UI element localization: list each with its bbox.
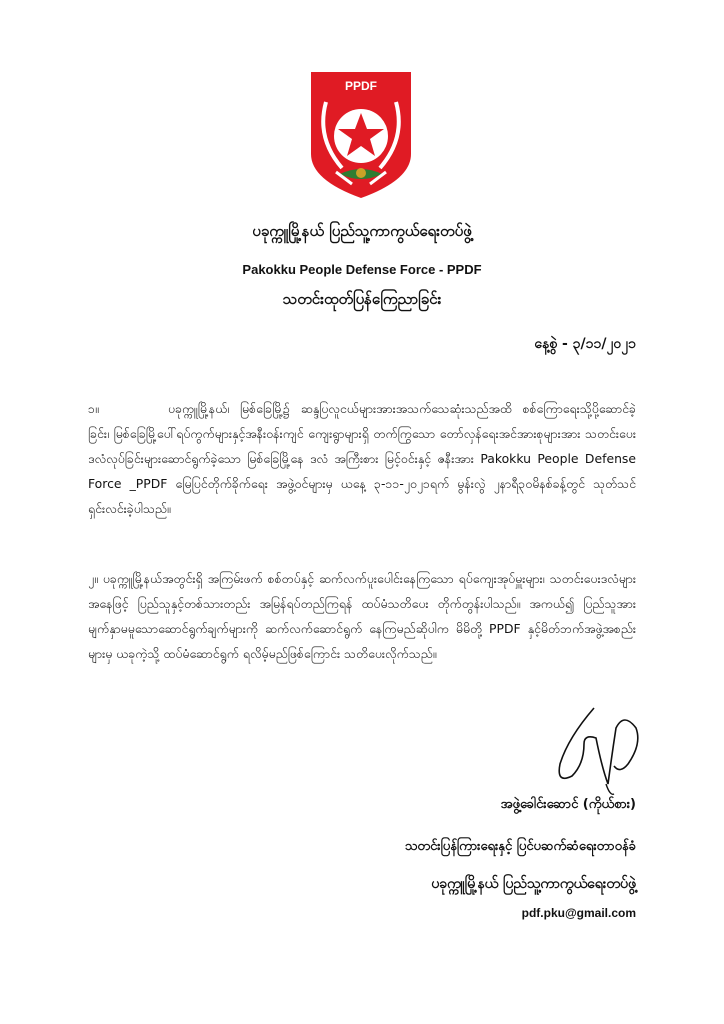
handwritten-signature [550, 698, 650, 798]
paragraph-text: ပခုက္ကူမြို့နယ်အတွင်းရှိ အကြမ်းဖက် စစ်တပ်နှင့် ဆက်လက်ပူးပေါင်းနေကြသော ရပ်ကျေးအုပ်မှူးများ၊ သတင်းပေးဒလံများအနေဖြင့် ပြည်သူနှင့်တစ်သားတည်း အမြန်ရပ်တည်ကြရန် ထပ်မံသတိပေး တိုက်တွန်းပါသည်။ အကယ်၍ ပြည်သူအားမျက်နှာမမူသောဆောင်ရွက်ချက်များကို ဆက်လက်ဆောင်ရွက် နေကြမည်ဆိုပါက မိမိတို့ PPDF နှင့်မိတ်ဘက်အဖွဲ့အစည်းများမှ ယခုကဲ့သို့ ထပ်မံဆောင်ရွက် ရလိမ့်မည်ဖြစ်ကြောင်း သတိပေးလိုက်သည်။ [88, 571, 636, 661]
paragraph-text: ပခုက္ကူမြို့နယ်၊ မြစ်ခြေမြို့၌ ဆန္ဒပြလူငယ်များအားအသက်သေဆုံးသည်အထိ စစ်ကြောရေးသို့ပို့ဆောင်ခဲ့ခြင်း၊ မြစ်ခြေမြို့ပေါ်ရပ်ကွက်များနှင့်အနီးဝန်းကျင် ကျေးရွာများရှိ တက်ကြွသော တော်လှန်ရေးအင်အားစုများအား သတင်းပေးဒလံလုပ်ခြင်းများဆောင်ရွက်ခဲ့သော မြစ်ခြေမြို့နေ ဒလံ အကြီးစား မြင့်ဝင်းနှင့် ဇနီးအား Pakokku People Defense Force _PPDF မြေပြင်တိုက်ခိုက်ရေး အဖွဲ့ဝင်များမှ ယနေ့ ၃-၁၁-၂၀၂၁ရက် မွန်းလွဲ ၂နာရီ၃၀မိနစ်ခန့်တွင် သုတ်သင်ရှင်းလင်းခဲ့ပါသည်။ [88, 401, 636, 516]
paragraph-1 [88, 396, 636, 521]
document-type: သတင်းထုတ်ပြန်ကြေညာခြင်း [282, 290, 442, 308]
signer-title: အဖွဲ့ခေါင်းဆောင် (ကိုယ်စား) [500, 797, 636, 812]
paragraph-number: ၁။ [88, 401, 99, 416]
contact-email: pdf.pku@gmail.com [521, 906, 636, 920]
department-title: သတင်းပြန်ကြားရေးနှင့် ပြင်ပဆက်ဆံရေးတာဝန်ခံ [404, 839, 636, 854]
paragraph-number: ၂။ [88, 571, 98, 586]
org-name-footer: ပခုက္ကူမြို့နယ် ပြည်သူ့ကာကွယ်ရေးတပ်ဖွဲ့ [431, 876, 636, 892]
org-title-en: Pakokku People Defense Force - PPDF [242, 262, 482, 277]
org-title-mm: ပခုက္ကူမြို့နယ် ပြည်သူ့ကာကွယ်ရေးတပ်ဖွဲ့ [252, 222, 472, 240]
paragraph-2 [88, 566, 636, 666]
logo-text: PPDF [344, 79, 378, 93]
document-date: နေ့စွဲ - ၃/၁၁/၂၀၂၁ [534, 336, 636, 352]
ppdf-logo [306, 68, 416, 202]
